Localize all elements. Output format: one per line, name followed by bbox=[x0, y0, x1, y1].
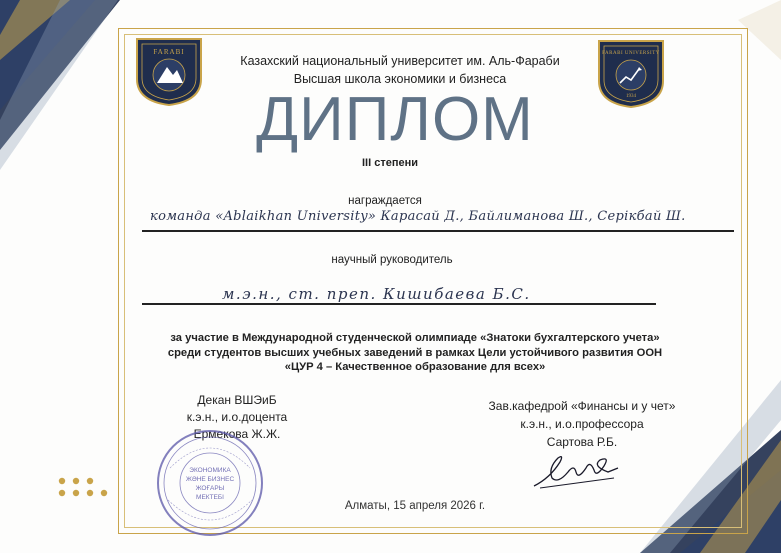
awardees-underline bbox=[142, 230, 734, 232]
handwritten-signature bbox=[530, 448, 620, 494]
dean-degree: к.э.н., и.о.доцента bbox=[186, 410, 288, 424]
supervisor-handwritten: м.э.н., ст. преп. Кишибаева Б.С. bbox=[222, 285, 531, 303]
official-stamp bbox=[150, 428, 270, 538]
awarded-label: награждается bbox=[348, 195, 422, 207]
issue-date: Алматы, 15 апреля 2026 г. bbox=[344, 500, 486, 512]
emblem-left-text: FARABI bbox=[153, 48, 185, 56]
description-line-2: среди студентов высших учебных заведений в рамках Цели устойчивого развития ООН bbox=[167, 346, 663, 359]
head-title: Зав.кафедрой «Финансы и у чет» bbox=[488, 399, 676, 413]
stamp-line-3: ЖОҒАРЫ bbox=[195, 485, 225, 492]
supervisor-underline bbox=[142, 303, 656, 305]
award-description bbox=[150, 331, 680, 375]
growth-chart-emblem-icon bbox=[595, 37, 667, 109]
university-name: Казахский национальный университет им. Аль-Фараби bbox=[240, 54, 560, 68]
head-name: Сартова Р.Б. bbox=[546, 435, 618, 449]
description-line-3: «ЦУР 4 – Качественное образование для всех» bbox=[284, 361, 546, 373]
stamp-line-2: ЖӘНЕ БИЗНЕС bbox=[185, 476, 235, 483]
description-line-1: за участие в Международной студенческой олимпиаде «Знатоки бухгалтерского учета» bbox=[170, 332, 660, 344]
supervisor-label: научный руководитель bbox=[331, 254, 453, 266]
emblem-right-text: FARABI UNIVERSITY bbox=[602, 51, 660, 56]
head-degree: к.э.н., и.о.профессора bbox=[520, 417, 644, 431]
stamp-line-1: ЭКОНОМИКА bbox=[189, 467, 231, 474]
school-name: Высшая школа экономики и бизнеса bbox=[293, 72, 507, 86]
dean-title: Декан ВШЭиБ bbox=[197, 393, 277, 407]
diploma-title: ДИПЛОМ bbox=[256, 85, 534, 154]
awardees-handwritten: команда «Ablaikhan University» Карасай Д., Байлиманова Ш., Серікбай Ш. bbox=[150, 209, 686, 224]
mountain-emblem-icon bbox=[133, 35, 205, 107]
gold-dots-decoration bbox=[56, 476, 118, 498]
university-emblem-left bbox=[133, 35, 205, 107]
dean-name: Ермекова Ж.Ж. bbox=[193, 427, 281, 441]
stamp-line-4: МЕКТЕБІ bbox=[196, 494, 224, 501]
emblem-right-year: 1934 bbox=[626, 94, 636, 99]
university-emblem-right bbox=[595, 37, 667, 109]
degree-label: III степени bbox=[361, 157, 418, 169]
head-signature-block bbox=[452, 397, 712, 451]
